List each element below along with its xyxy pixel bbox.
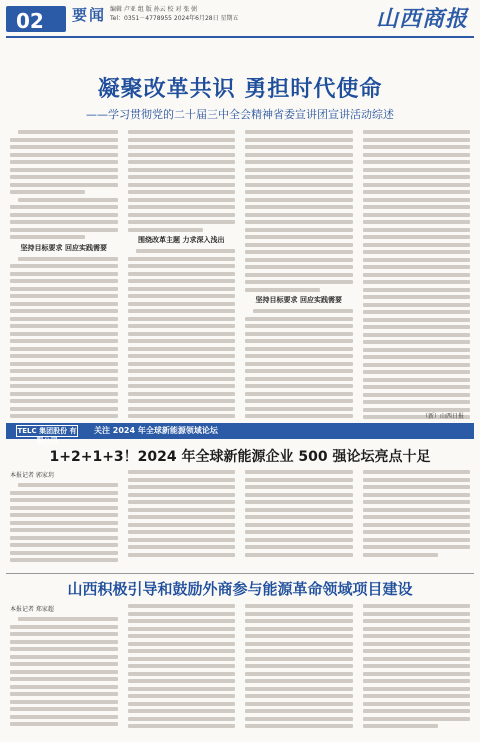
text-line [128, 287, 236, 291]
text-line [128, 657, 236, 661]
text-line [128, 485, 236, 489]
text-line [245, 679, 353, 683]
text-line [10, 339, 118, 343]
text-line [363, 385, 471, 389]
text-line [363, 717, 471, 721]
text-line [245, 213, 353, 217]
text-line [363, 258, 471, 262]
story3-column-1 [10, 604, 118, 736]
text-line [10, 707, 118, 711]
text-line [363, 470, 471, 474]
page-header [0, 0, 480, 40]
text-line [363, 657, 471, 661]
text-line [363, 340, 471, 344]
text-line [245, 664, 353, 668]
text-line [363, 363, 471, 367]
text-line [10, 220, 118, 224]
text-line [128, 545, 236, 549]
text-line [128, 130, 236, 134]
text-line [10, 213, 118, 217]
text-line [10, 145, 118, 149]
text-line [128, 190, 236, 194]
text-line [363, 664, 471, 668]
text-line [10, 362, 118, 366]
text-line [245, 694, 353, 698]
text-line [128, 145, 236, 149]
text-line [10, 347, 118, 351]
text-line [245, 530, 353, 534]
text-line [128, 634, 236, 638]
text-line [363, 400, 471, 404]
lead-subhead-3: 坚持目标要求 回应实践需要 [255, 296, 342, 304]
text-line [363, 493, 471, 497]
text-line [245, 183, 353, 187]
text-line [18, 130, 118, 134]
text-line [245, 160, 353, 164]
text-line [245, 339, 353, 343]
text-line [363, 694, 471, 698]
text-line [10, 536, 118, 540]
page-number-box [6, 6, 66, 32]
text-line [128, 354, 236, 358]
text-line [245, 145, 353, 149]
text-line [10, 302, 118, 306]
text-line [245, 220, 353, 224]
story2-body [10, 470, 470, 570]
text-line [363, 672, 471, 676]
story3-column-2 [128, 604, 236, 736]
text-line [128, 709, 236, 713]
text-line [10, 498, 118, 502]
text-line [128, 175, 236, 179]
text-line [245, 508, 353, 512]
text-line [10, 632, 118, 636]
text-line [363, 538, 471, 542]
lead-headline: 凝聚改革共识 勇担时代使命 [97, 77, 383, 102]
text-line [10, 506, 118, 510]
text-line [363, 478, 471, 482]
text-line [128, 538, 236, 542]
text-line [245, 619, 353, 623]
text-line [128, 377, 236, 381]
text-line [128, 530, 236, 534]
text-line [10, 670, 118, 674]
text-line [128, 168, 236, 172]
text-line [10, 287, 118, 291]
text-line [363, 355, 471, 359]
text-line [128, 228, 203, 232]
text-line [10, 625, 118, 629]
text-line [10, 558, 118, 562]
text-line [128, 213, 236, 217]
text-line [10, 153, 118, 157]
text-line [363, 145, 471, 149]
text-line [253, 309, 353, 313]
text-line [128, 407, 236, 411]
text-line [128, 702, 236, 706]
text-line [10, 309, 118, 313]
text-line [245, 545, 353, 549]
text-line [128, 392, 236, 396]
text-line [10, 685, 118, 689]
text-line [363, 183, 471, 187]
text-line [245, 642, 353, 646]
story3-column-4 [363, 604, 471, 736]
text-line [10, 324, 118, 328]
text-line [363, 545, 471, 549]
text-line [128, 279, 236, 283]
text-line [245, 724, 353, 728]
text-line [10, 521, 118, 525]
text-line [363, 679, 471, 683]
text-line [136, 249, 236, 253]
text-line [128, 384, 236, 388]
text-line [245, 470, 353, 474]
lead-column-4 [363, 130, 471, 420]
text-line [245, 317, 353, 321]
text-line [363, 604, 471, 608]
text-line [245, 493, 353, 497]
date-line: Tel：0351－4778955 2024年6月28日 星期五 [110, 15, 239, 22]
text-line [10, 354, 118, 358]
section-title: 要闻 [72, 6, 107, 24]
text-line [10, 551, 118, 555]
text-line [245, 384, 353, 388]
text-line [363, 348, 471, 352]
text-line [363, 318, 471, 322]
text-line [128, 523, 236, 527]
text-line [18, 198, 118, 202]
text-line [245, 153, 353, 157]
text-line [128, 612, 236, 616]
text-line [245, 414, 353, 418]
lead-byline: （新）山西日报 [421, 413, 464, 420]
lead-body [10, 130, 470, 420]
text-line [245, 175, 353, 179]
text-line [245, 687, 353, 691]
text-line [245, 168, 353, 172]
text-line [363, 325, 471, 329]
text-line [245, 138, 353, 142]
text-line [128, 294, 236, 298]
text-line [245, 523, 353, 527]
text-line [245, 190, 353, 194]
text-line [245, 243, 353, 247]
text-line [363, 250, 471, 254]
text-line [128, 160, 236, 164]
page-number: 02 [16, 9, 44, 33]
text-line [245, 515, 353, 519]
text-line [245, 273, 353, 277]
text-line [245, 228, 353, 232]
lead-column-3 [245, 130, 353, 420]
lead-subhead-1: 坚持目标要求 回应实践需要 [20, 243, 107, 252]
text-line [245, 500, 353, 504]
text-line [128, 198, 236, 202]
text-line [128, 317, 236, 321]
text-line [363, 393, 471, 397]
story2-column-1 [10, 470, 118, 570]
text-line [128, 515, 236, 519]
text-line [10, 392, 118, 396]
text-line [10, 543, 118, 547]
text-line [10, 414, 118, 418]
text-line [245, 538, 353, 542]
forum-band-text: 关注 2024 年全球新能源领域论坛 [94, 426, 218, 435]
story2-column-3 [245, 470, 353, 570]
story2-column-4 [363, 470, 471, 570]
text-line [245, 347, 353, 351]
text-line [363, 310, 471, 314]
text-line [128, 649, 236, 653]
text-line [363, 175, 471, 179]
text-line [128, 470, 236, 474]
text-line [245, 265, 353, 269]
text-line [363, 213, 471, 217]
text-line [128, 324, 236, 328]
text-line [363, 228, 471, 232]
text-line [10, 190, 85, 194]
text-line [10, 235, 85, 239]
text-line [10, 175, 118, 179]
text-line [10, 655, 118, 659]
story2-reporter: 本报记者 郭家玥 [10, 472, 54, 479]
text-line [10, 228, 118, 232]
text-line [10, 369, 118, 373]
text-line [363, 273, 471, 277]
lead-subhead-2: 围绕改革主题 力求深入浅出 [138, 236, 225, 244]
text-line [363, 687, 471, 691]
text-line [18, 257, 118, 261]
text-line [245, 377, 353, 381]
text-line [128, 369, 236, 373]
text-line [128, 493, 236, 497]
text-line [363, 153, 471, 157]
text-line [128, 672, 236, 676]
text-line [128, 302, 236, 306]
text-line [128, 347, 236, 351]
text-line [128, 220, 236, 224]
text-line [363, 702, 471, 706]
text-line [10, 279, 118, 283]
text-line [245, 324, 353, 328]
text-line [128, 687, 236, 691]
text-line [363, 508, 471, 512]
text-line [128, 153, 236, 157]
story3-headline: 山西积极引导和鼓励外商参与能源革命领域项目建设 [67, 580, 413, 598]
text-line [245, 250, 353, 254]
text-line [128, 264, 236, 268]
text-line [128, 309, 236, 313]
text-line [128, 508, 236, 512]
text-line [363, 530, 471, 534]
text-line [10, 205, 118, 209]
text-line [245, 553, 353, 557]
text-line [363, 265, 471, 269]
story3-reporter: 本报记者 郑家超 [10, 606, 54, 613]
text-line [18, 483, 118, 487]
text-line [10, 160, 118, 164]
text-line [245, 369, 353, 373]
text-line [363, 295, 471, 299]
text-line [363, 642, 471, 646]
story2-column-2 [128, 470, 236, 570]
text-line [245, 478, 353, 482]
text-line [10, 692, 118, 696]
editor-line: 编辑 卢亚 组 版 孙云 校 对 张 弼 [110, 6, 198, 13]
text-line [10, 677, 118, 681]
text-line [245, 288, 320, 292]
text-line [363, 280, 471, 284]
text-line [10, 640, 118, 644]
text-line [128, 414, 236, 418]
text-line [128, 332, 236, 336]
text-line [363, 333, 471, 337]
text-line [10, 647, 118, 651]
text-line [363, 612, 471, 616]
text-line [128, 500, 236, 504]
text-line [363, 523, 471, 527]
text-line [128, 183, 236, 187]
text-line [245, 627, 353, 631]
text-line [363, 130, 471, 134]
text-line [128, 138, 236, 142]
text-line [363, 485, 471, 489]
text-line [10, 377, 118, 381]
text-line [245, 198, 353, 202]
text-line [363, 168, 471, 172]
story2-headline: 1+2+1+3！2024 年全球新能源企业 500 强论坛亮点十足 [49, 449, 431, 465]
forum-band [6, 423, 474, 445]
text-line [10, 384, 118, 388]
text-line [10, 722, 118, 726]
text-line [363, 634, 471, 638]
text-line [245, 702, 353, 706]
text-line [245, 235, 353, 239]
newspaper-logo: 山西商报 [375, 6, 468, 32]
text-line [10, 700, 118, 704]
text-line [128, 553, 236, 557]
text-line [245, 258, 353, 262]
text-line [363, 198, 471, 202]
text-line [363, 709, 471, 713]
text-line [363, 235, 471, 239]
text-line [18, 617, 118, 621]
lead-column-1 [10, 130, 118, 420]
text-line [363, 205, 471, 209]
text-line [245, 709, 353, 713]
text-line [10, 294, 118, 298]
telc-logo: TELC 集团股份 有限公司 [17, 427, 77, 445]
text-line [128, 694, 236, 698]
text-line [363, 619, 471, 623]
text-line [10, 138, 118, 142]
text-line [128, 257, 236, 261]
text-line [245, 604, 353, 608]
header-rule [6, 36, 474, 38]
text-line [245, 354, 353, 358]
text-line [363, 138, 471, 142]
text-line [10, 332, 118, 336]
text-line [245, 717, 353, 721]
text-line [10, 715, 118, 719]
story-divider [6, 573, 474, 574]
text-line [245, 280, 353, 284]
text-line [363, 378, 471, 382]
text-line [245, 634, 353, 638]
text-line [245, 407, 353, 411]
text-line [363, 303, 471, 307]
text-line [363, 515, 471, 519]
text-line [128, 664, 236, 668]
text-line [10, 264, 118, 268]
text-line [363, 627, 471, 631]
text-line [363, 220, 471, 224]
text-line [128, 478, 236, 482]
text-line [363, 288, 471, 292]
text-line [245, 672, 353, 676]
text-line [10, 399, 118, 403]
story3-column-3 [245, 604, 353, 736]
text-line [10, 272, 118, 276]
text-line [363, 553, 438, 557]
text-line [128, 399, 236, 403]
story3-body [10, 604, 470, 736]
text-line [245, 612, 353, 616]
text-line [245, 649, 353, 653]
lead-column-2 [128, 130, 236, 420]
text-line [128, 642, 236, 646]
text-line [10, 407, 118, 411]
text-line [10, 183, 118, 187]
text-line [128, 362, 236, 366]
text-line [363, 243, 471, 247]
text-line [128, 724, 236, 728]
text-line [10, 528, 118, 532]
text-line [363, 370, 471, 374]
text-line [128, 205, 236, 209]
text-line [10, 168, 118, 172]
text-line [245, 130, 353, 134]
text-line [128, 272, 236, 276]
text-line [128, 717, 236, 721]
text-line [245, 485, 353, 489]
text-line [245, 399, 353, 403]
text-line [245, 392, 353, 396]
text-line [128, 604, 236, 608]
text-line [10, 662, 118, 666]
text-line [363, 190, 471, 194]
editor-meta [110, 5, 239, 23]
text-line [245, 657, 353, 661]
text-line [363, 724, 438, 728]
text-line [245, 362, 353, 366]
text-line [10, 317, 118, 321]
text-line [363, 649, 471, 653]
text-line [128, 339, 236, 343]
text-line [128, 627, 236, 631]
text-line [363, 160, 471, 164]
text-line [363, 500, 471, 504]
lead-subheadline: ——学习贯彻党的二十届三中全会精神省委宣讲团宣讲活动综述 [86, 108, 394, 121]
text-line [128, 679, 236, 683]
text-line [245, 205, 353, 209]
text-line [10, 513, 118, 517]
text-line [128, 619, 236, 623]
text-line [245, 332, 353, 336]
text-line [10, 491, 118, 495]
